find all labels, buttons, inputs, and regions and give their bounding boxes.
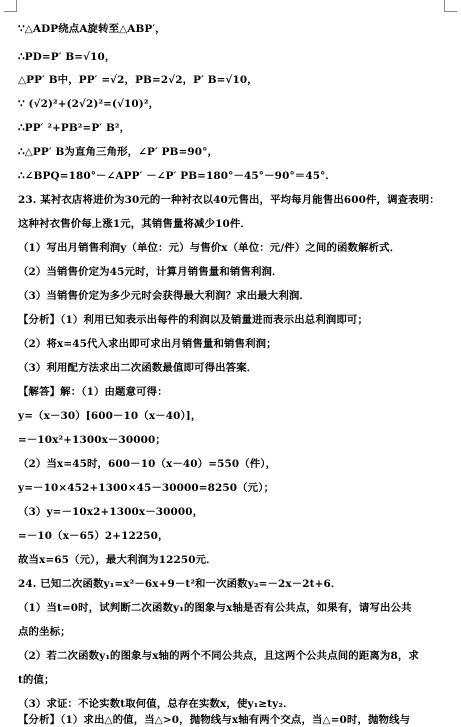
text-line: （1）写出月销售利润y（单位：元）与售价x（单位：元/件）之间的函数解析式．: [18, 242, 401, 254]
text-line: 点的坐标；: [18, 626, 71, 638]
analysis-heading: 【分析】（1）利用已知表示出每件的利润以及销量进而表示出总利润即可；: [18, 314, 369, 326]
text-line: ∵△ADP绕点A旋转至△ABP′，: [18, 23, 166, 35]
text-line: t的值；: [18, 674, 55, 686]
text-line: y=（x－30）[600－10（x－40）]，: [18, 410, 202, 422]
text-line: （2）当x=45时，600－10（x－40）=550（件），: [18, 458, 277, 470]
text-line: ∴PP′ ²+PB²=P′ B²，: [18, 122, 131, 134]
text-line: 故当x=65（元），最大利润为12250元．: [18, 554, 217, 566]
question-23-heading: 23. 某衬衣店将进价为30元的一种衬衣以40元售出，平均每月能售出600件，调查表明：: [18, 194, 440, 206]
page-corner-mark-left: [4, 0, 17, 12]
text-line: （3）当销售价定为多少元时会获得最大利润？求出最大利润．: [18, 290, 310, 302]
text-line: ∴PD=P′ B=√10，: [18, 51, 116, 63]
text-line: ∵ (√2)²+(2√2)²=(√10)²，: [18, 98, 160, 110]
solution-heading: 【解答】解：（1）由题意可得：: [18, 386, 168, 398]
text-line: （2）将x=45代入求出即可求出月销售量和销售利润；: [18, 338, 277, 350]
question-24-heading: 24. 已知二次函数y₁=x²－6x+9－t²和一次函数y₂=－2x－2t+6．: [18, 578, 342, 590]
text-line: （2）当销售价定为45元时，计算月销售量和销售利润．: [18, 266, 283, 278]
text-line: （2）若二次函数y₁的图象与x轴的两个不同公共点，且这两个公共点间的距离为8，求: [18, 650, 419, 662]
text-line: 这种衬衣售价每上涨1元，其销售量将减少10件．: [18, 218, 251, 230]
text-line: ∴∠BPQ=180°－∠APP′ －∠P′ PB=180°－45°－90°＝45°．: [18, 170, 336, 182]
text-line: （3）求证：不论实数t取何值，总存在实数x，使y₁≥ty₂．: [18, 698, 294, 710]
text-line: =－10（x－65）2+12250，: [18, 530, 169, 542]
text-line: （3）利用配方法求出二次函数最值即可得出答案．: [18, 362, 258, 374]
text-line: （3）y=－10x2+1300x－30000，: [18, 506, 204, 518]
page-corner-mark-right: [444, 0, 457, 12]
text-line: △PP′ B中，PP′ =√2，PB=2√2，P′ B=√10，: [18, 74, 258, 86]
text-line: ∴△PP′ B为直角三角形，∠P′ PB=90°，: [18, 146, 219, 158]
text-line: 【分析】（1）求出△的值，当△>0，抛物线与x轴有两个交点，当△=0时，抛物线与: [18, 714, 411, 726]
text-line: y=－10×452+1300×45－30000=8250（元）；: [18, 482, 275, 494]
text-line: （1）当t=0时，试判断二次函数y₁的图象与x轴是否有公共点，如果有，请写出公共: [18, 602, 412, 614]
text-line: =－10x²+1300x－30000；: [18, 434, 166, 446]
